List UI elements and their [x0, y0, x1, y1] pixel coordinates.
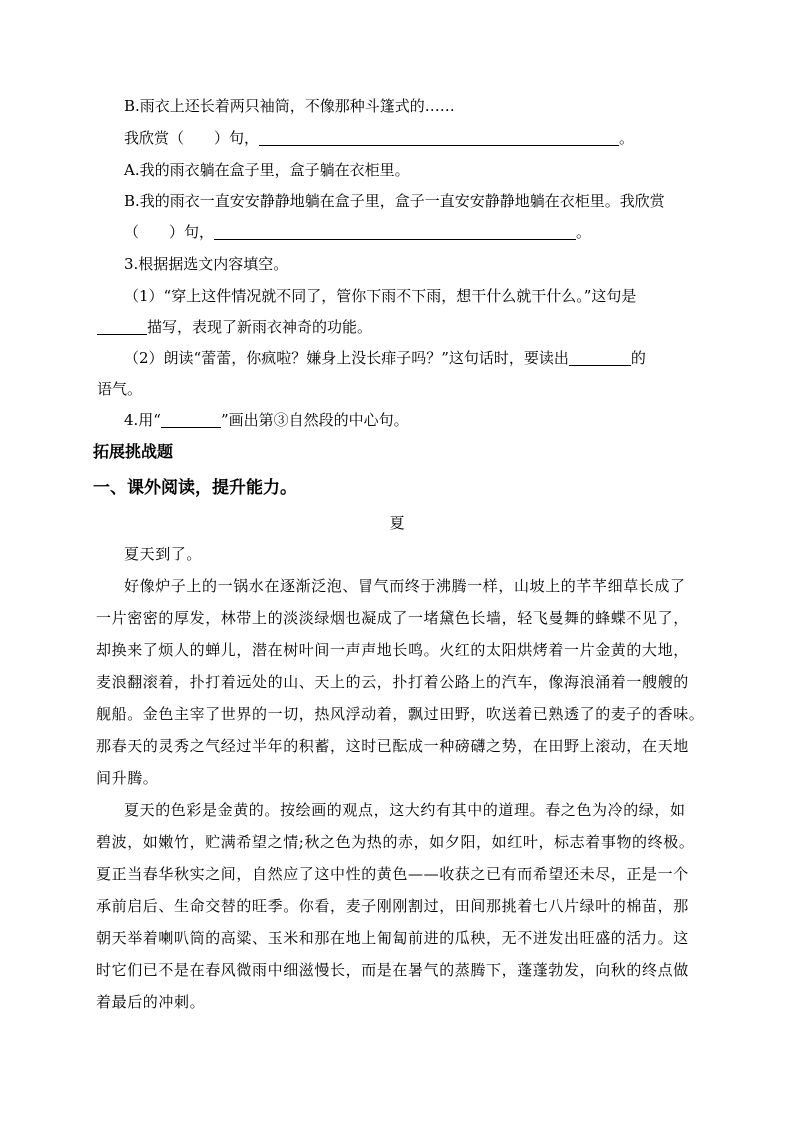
- passage-p3-line: 夏正当春华秋实之间，自然应了这中性的黄色——收获之已有而希望还未尽，正是一个: [96, 865, 689, 883]
- passage-p2-line: 麦浪翻滚着，扑打着远处的山、天上的云，扑打着公路上的汽车，像海浪涌着一艘艘的: [96, 673, 689, 691]
- passage-p3-line: 夏天的色彩是金黄的。按绘画的观点，这大约有其中的道理。春之色为冷的绿，如: [124, 801, 686, 819]
- appreciate-1-suffix: 。: [619, 129, 635, 147]
- passage-title: 夏: [389, 514, 405, 532]
- question-3-title: 3.根据据选文内容填空。: [124, 255, 289, 273]
- underline-sample: [161, 411, 221, 428]
- passage-p2-line: 间升腾。: [96, 769, 159, 787]
- question-3-2-suffix: 的: [630, 349, 646, 367]
- passage-p2-line: 一片密密的厚发，林带上的淡淡绿烟也凝成了一堵黛色长墙，轻飞曼舞的蜂蝶不见了，: [96, 609, 689, 627]
- passage-p3-line: 朝天举着喇叭筒的高粱、玉米和那在地上匍匐前进的瓜秧，无不迸发出旺盛的活力。这: [96, 929, 689, 947]
- question-4-suffix: ”画出第③自然段的中心句。: [220, 411, 409, 429]
- passage-p3-line: 着最后的冲刺。: [96, 993, 206, 1011]
- question-3-1-line1: （1）“穿上这件情况就不同了，管你下雨不下雨，想干什么就干什么。”这句是: [124, 287, 637, 305]
- answer-blank-3-2[interactable]: [569, 349, 631, 366]
- answer-blank-2[interactable]: [214, 223, 576, 240]
- passage-p3-line: 碧波，如嫩竹，贮满希望之情;秋之色为热的赤，如夕阳，如红叶，标志着事物的终极。: [96, 833, 695, 851]
- question-3-1-line2: [97, 317, 372, 337]
- answer-blank-1[interactable]: [259, 129, 619, 146]
- passage-p2-line: 却换来了烦人的蝉儿，潜在树叶间一声声地长鸣。火红的太阳烘烤着一片金黄的大地，: [96, 641, 689, 659]
- part-one-title: 一、课外阅读，提升能力。: [93, 478, 297, 498]
- question-4: [124, 410, 409, 430]
- appreciate-line-2: [124, 222, 591, 242]
- passage-p3-line: 时它们已不是在春风微雨中细滋慢长，而是在暑气的蒸腾下，蓬蓬勃发，向秋的终点做: [96, 961, 689, 979]
- passage-p2-line: 那春天的灵秀之气经过半年的积蓄，这时已酝成一种磅礴之势，在田野上滚动，在天地: [96, 737, 689, 755]
- question-4-prefix: 4.用“: [124, 411, 161, 429]
- appreciate-line-1: [124, 128, 634, 148]
- passage-p2-line: 好像炉子上的一锅水在逐渐泛泡、冒气而终于沸腾一样，山坡上的芊芊细草长成了: [124, 577, 686, 595]
- passage-p3-line: 承前启后、生命交替的旺季。你看，麦子刚刚割过，田间那挑着七八片绿叶的棉苗，那: [96, 897, 689, 915]
- question-3-2-line1: [124, 348, 646, 368]
- challenge-section-title: 拓展挑战题: [93, 442, 174, 461]
- appreciate-2-prefix: （ ）句，: [124, 223, 215, 241]
- option-a-sentence: A.我的雨衣躺在盒子里，盒子躺在衣柜里。: [124, 161, 410, 179]
- passage-p2-line: 舰船。金色主宰了世界的一切，热风浮动着，飘过田野，吹送着已熟透了的麦子的香味。: [96, 705, 705, 723]
- passage-paragraph-1: 夏天到了。: [124, 545, 203, 563]
- option-b-raincoat: B.雨衣上还长着两只袖筒，不像那种斗篷式的……: [124, 97, 455, 115]
- appreciate-1-prefix: 我欣赏（ ）句，: [124, 129, 260, 147]
- question-3-2-line2: 语气。: [97, 380, 143, 398]
- option-b-sentence: B.我的雨衣一直安安静静地躺在盒子里，盒子一直安安静静地躺在衣柜里。我欣赏: [124, 192, 665, 210]
- appreciate-2-suffix: 。: [576, 223, 592, 241]
- answer-blank-3-1[interactable]: [97, 318, 147, 335]
- question-3-2-prefix: （2）朗读“蕾蕾，你疯啦？嫌身上没长痱子吗？”这句话时，要读出: [124, 349, 569, 367]
- question-3-1-suffix: 描写，表现了新雨衣神奇的功能。: [147, 318, 373, 336]
